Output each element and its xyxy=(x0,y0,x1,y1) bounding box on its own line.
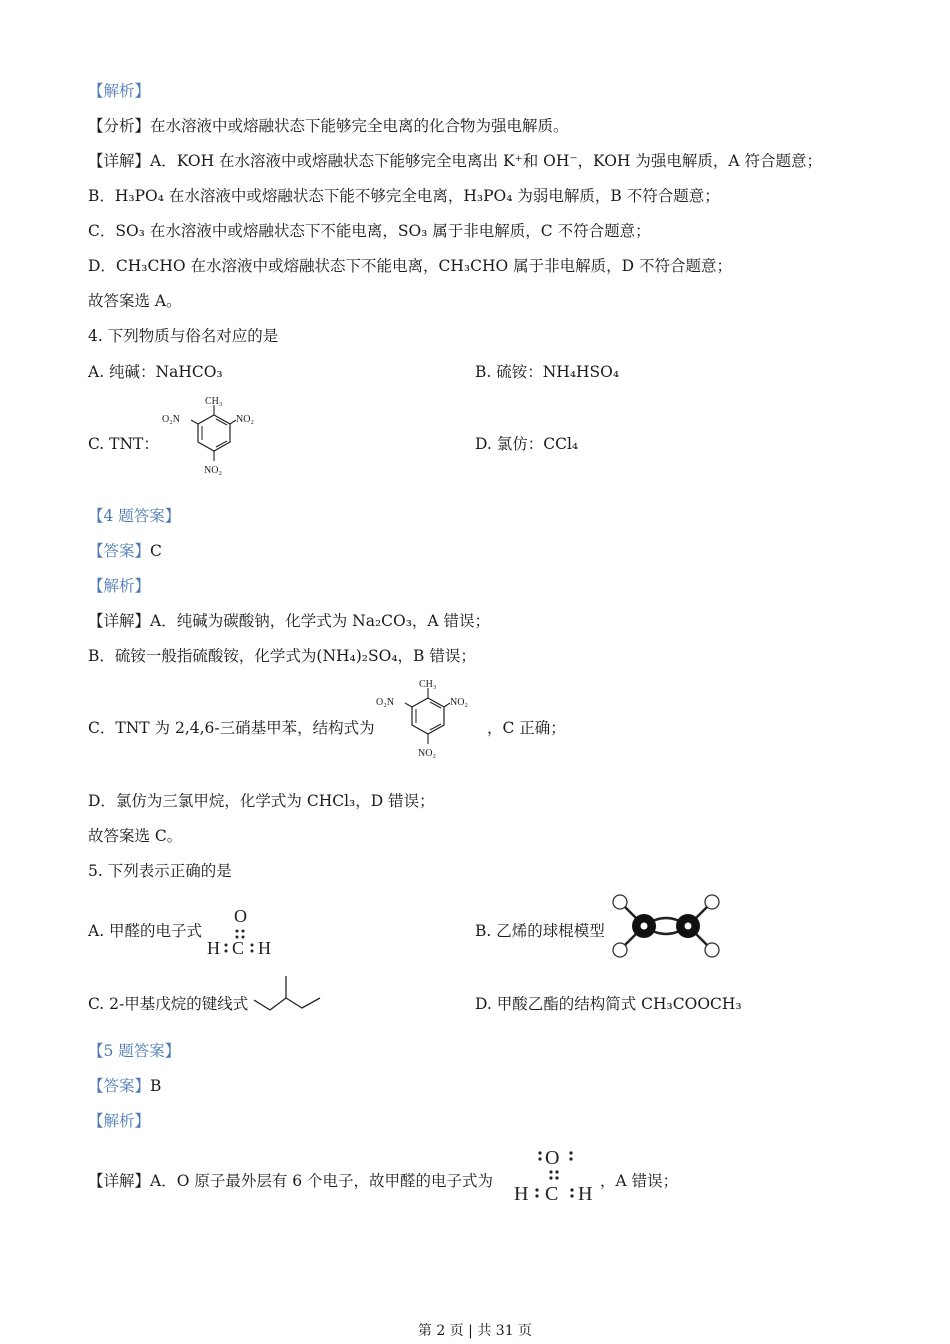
fenxi-text: 在水溶液中或熔融状态下能够完全电离的化合物为强电解质。 xyxy=(150,117,569,135)
analysis-header: 【解析】 xyxy=(88,82,151,100)
q3-conclusion: 故答案选 A。 xyxy=(88,292,182,310)
q5-answer-value: B xyxy=(150,1077,162,1095)
methylpentane-skeletal-formula xyxy=(252,972,326,1014)
tnt-no2-bottom: NO₂ xyxy=(418,748,436,759)
page-footer: 第 2 页 | 共 31 页 xyxy=(417,1323,533,1339)
q4-detail-d: D．氯仿为三氯甲烷，化学式为 CHCl₃，D 错误； xyxy=(88,792,435,810)
q4-conclusion: 故答案选 C。 xyxy=(88,827,183,845)
q4-option-d: D. 氯仿：CCl₄ xyxy=(475,435,579,453)
q5-answer-header: 【5 题答案】 xyxy=(88,1042,181,1060)
atom-h-right: H xyxy=(258,938,271,958)
q5-detail-a-after: ，A 错误； xyxy=(600,1172,679,1190)
formaldehyde-electron-formula-solution xyxy=(510,1142,605,1204)
q5-answer-line xyxy=(88,1075,161,1097)
atom-h-right: H xyxy=(578,1183,593,1204)
detail-tag: 【详解】 xyxy=(88,152,151,170)
fenxi-tag: 【分析】 xyxy=(88,117,151,135)
ethylene-ball-stick-model xyxy=(606,890,726,962)
atom-o: O xyxy=(545,1147,560,1169)
q4-option-a: A. 纯碱：NaHCO₃ xyxy=(88,363,223,381)
q4-stem: 4. 下列物质与俗名对应的是 xyxy=(88,327,279,345)
fenxi-line xyxy=(88,115,569,137)
q4-detail-c-before: C．TNT 为 2,4,6-三硝基甲苯，结构式为 xyxy=(88,719,375,737)
answer-tag: 【答案】 xyxy=(88,1077,151,1095)
q4-option-b: B. 硫铵：NH₄HSO₄ xyxy=(475,363,620,381)
tnt-ch3: CH₃ xyxy=(205,396,223,407)
tnt-o2n-left: O₂N xyxy=(376,697,394,708)
q4-answer-value: C xyxy=(150,542,162,560)
q4-detail-b: B．硫铵一般指硫酸铵，化学式为(NH₄)₂SO₄，B 错误； xyxy=(88,647,476,665)
q5-option-c: C. 2-甲基戊烷的键线式 xyxy=(88,995,249,1013)
atom-c: C xyxy=(545,1183,559,1204)
tnt-o2n-left: O₂N xyxy=(162,414,180,425)
q4-detail-a: A．纯碱为碳酸钠，化学式为 Na₂CO₃，A 错误； xyxy=(150,612,491,630)
q5-option-a: A. 甲醛的电子式 xyxy=(88,922,203,940)
atom-c: C xyxy=(232,938,245,958)
answer-tag: 【答案】 xyxy=(88,542,151,560)
q4-detail-a-line xyxy=(88,610,490,632)
detail-tag: 【详解】 xyxy=(88,1172,151,1190)
detail-tag: 【详解】 xyxy=(88,612,151,630)
q3-detail-b: B．H₃PO₄ 在水溶液中或熔融状态下能不够完全电离，H₃PO₄ 为弱电解质，B 不符合题意； xyxy=(88,187,720,205)
q4-option-c: C. TNT： xyxy=(88,435,159,453)
atom-h-left: H xyxy=(207,938,220,958)
q3-detail-a-line xyxy=(88,150,822,172)
atom-o: O xyxy=(234,906,247,926)
q5-option-d: D. 甲酸乙酯的结构简式 CH₃COOCH₃ xyxy=(475,995,742,1013)
tnt-no2-bottom: NO₂ xyxy=(204,465,222,476)
formaldehyde-electron-formula-option xyxy=(204,904,284,960)
tnt-structure-option xyxy=(158,393,268,483)
q5-stem: 5. 下列表示正确的是 xyxy=(88,862,232,880)
q3-detail-a: A．KOH 在水溶液中或熔融状态下能够完全电离出 K⁺和 OH⁻，KOH 为强电解质，A 符合题意； xyxy=(150,152,822,170)
tnt-no2-right: NO₂ xyxy=(450,697,468,708)
q5-detail-a-before: A．O 原子最外层有 6 个电子，故甲醛的电子式为 xyxy=(150,1172,494,1190)
q5-analysis-header: 【解析】 xyxy=(88,1112,151,1130)
q4-detail-c-after: ，C 正确； xyxy=(487,719,566,737)
q3-detail-c: C．SO₃ 在水溶液中或熔融状态下不能电离，SO₃ 属于非电解质，C 不符合题意； xyxy=(88,222,651,240)
q3-detail-d: D．CH₃CHO 在水溶液中或熔融状态下不能电离，CH₃CHO 属于非电解质，D 不符合题意； xyxy=(88,257,732,275)
atom-h-left: H xyxy=(514,1183,529,1204)
tnt-structure-solution xyxy=(372,676,482,766)
q4-answer-header: 【4 题答案】 xyxy=(88,507,181,525)
tnt-ch3: CH₃ xyxy=(419,679,437,690)
tnt-no2-right: NO₂ xyxy=(236,414,254,425)
q4-analysis-header: 【解析】 xyxy=(88,577,151,595)
q5-option-b: B. 乙烯的球棍模型 xyxy=(475,922,605,940)
q4-answer-line xyxy=(88,540,162,562)
q5-detail-a-line xyxy=(88,1170,493,1192)
